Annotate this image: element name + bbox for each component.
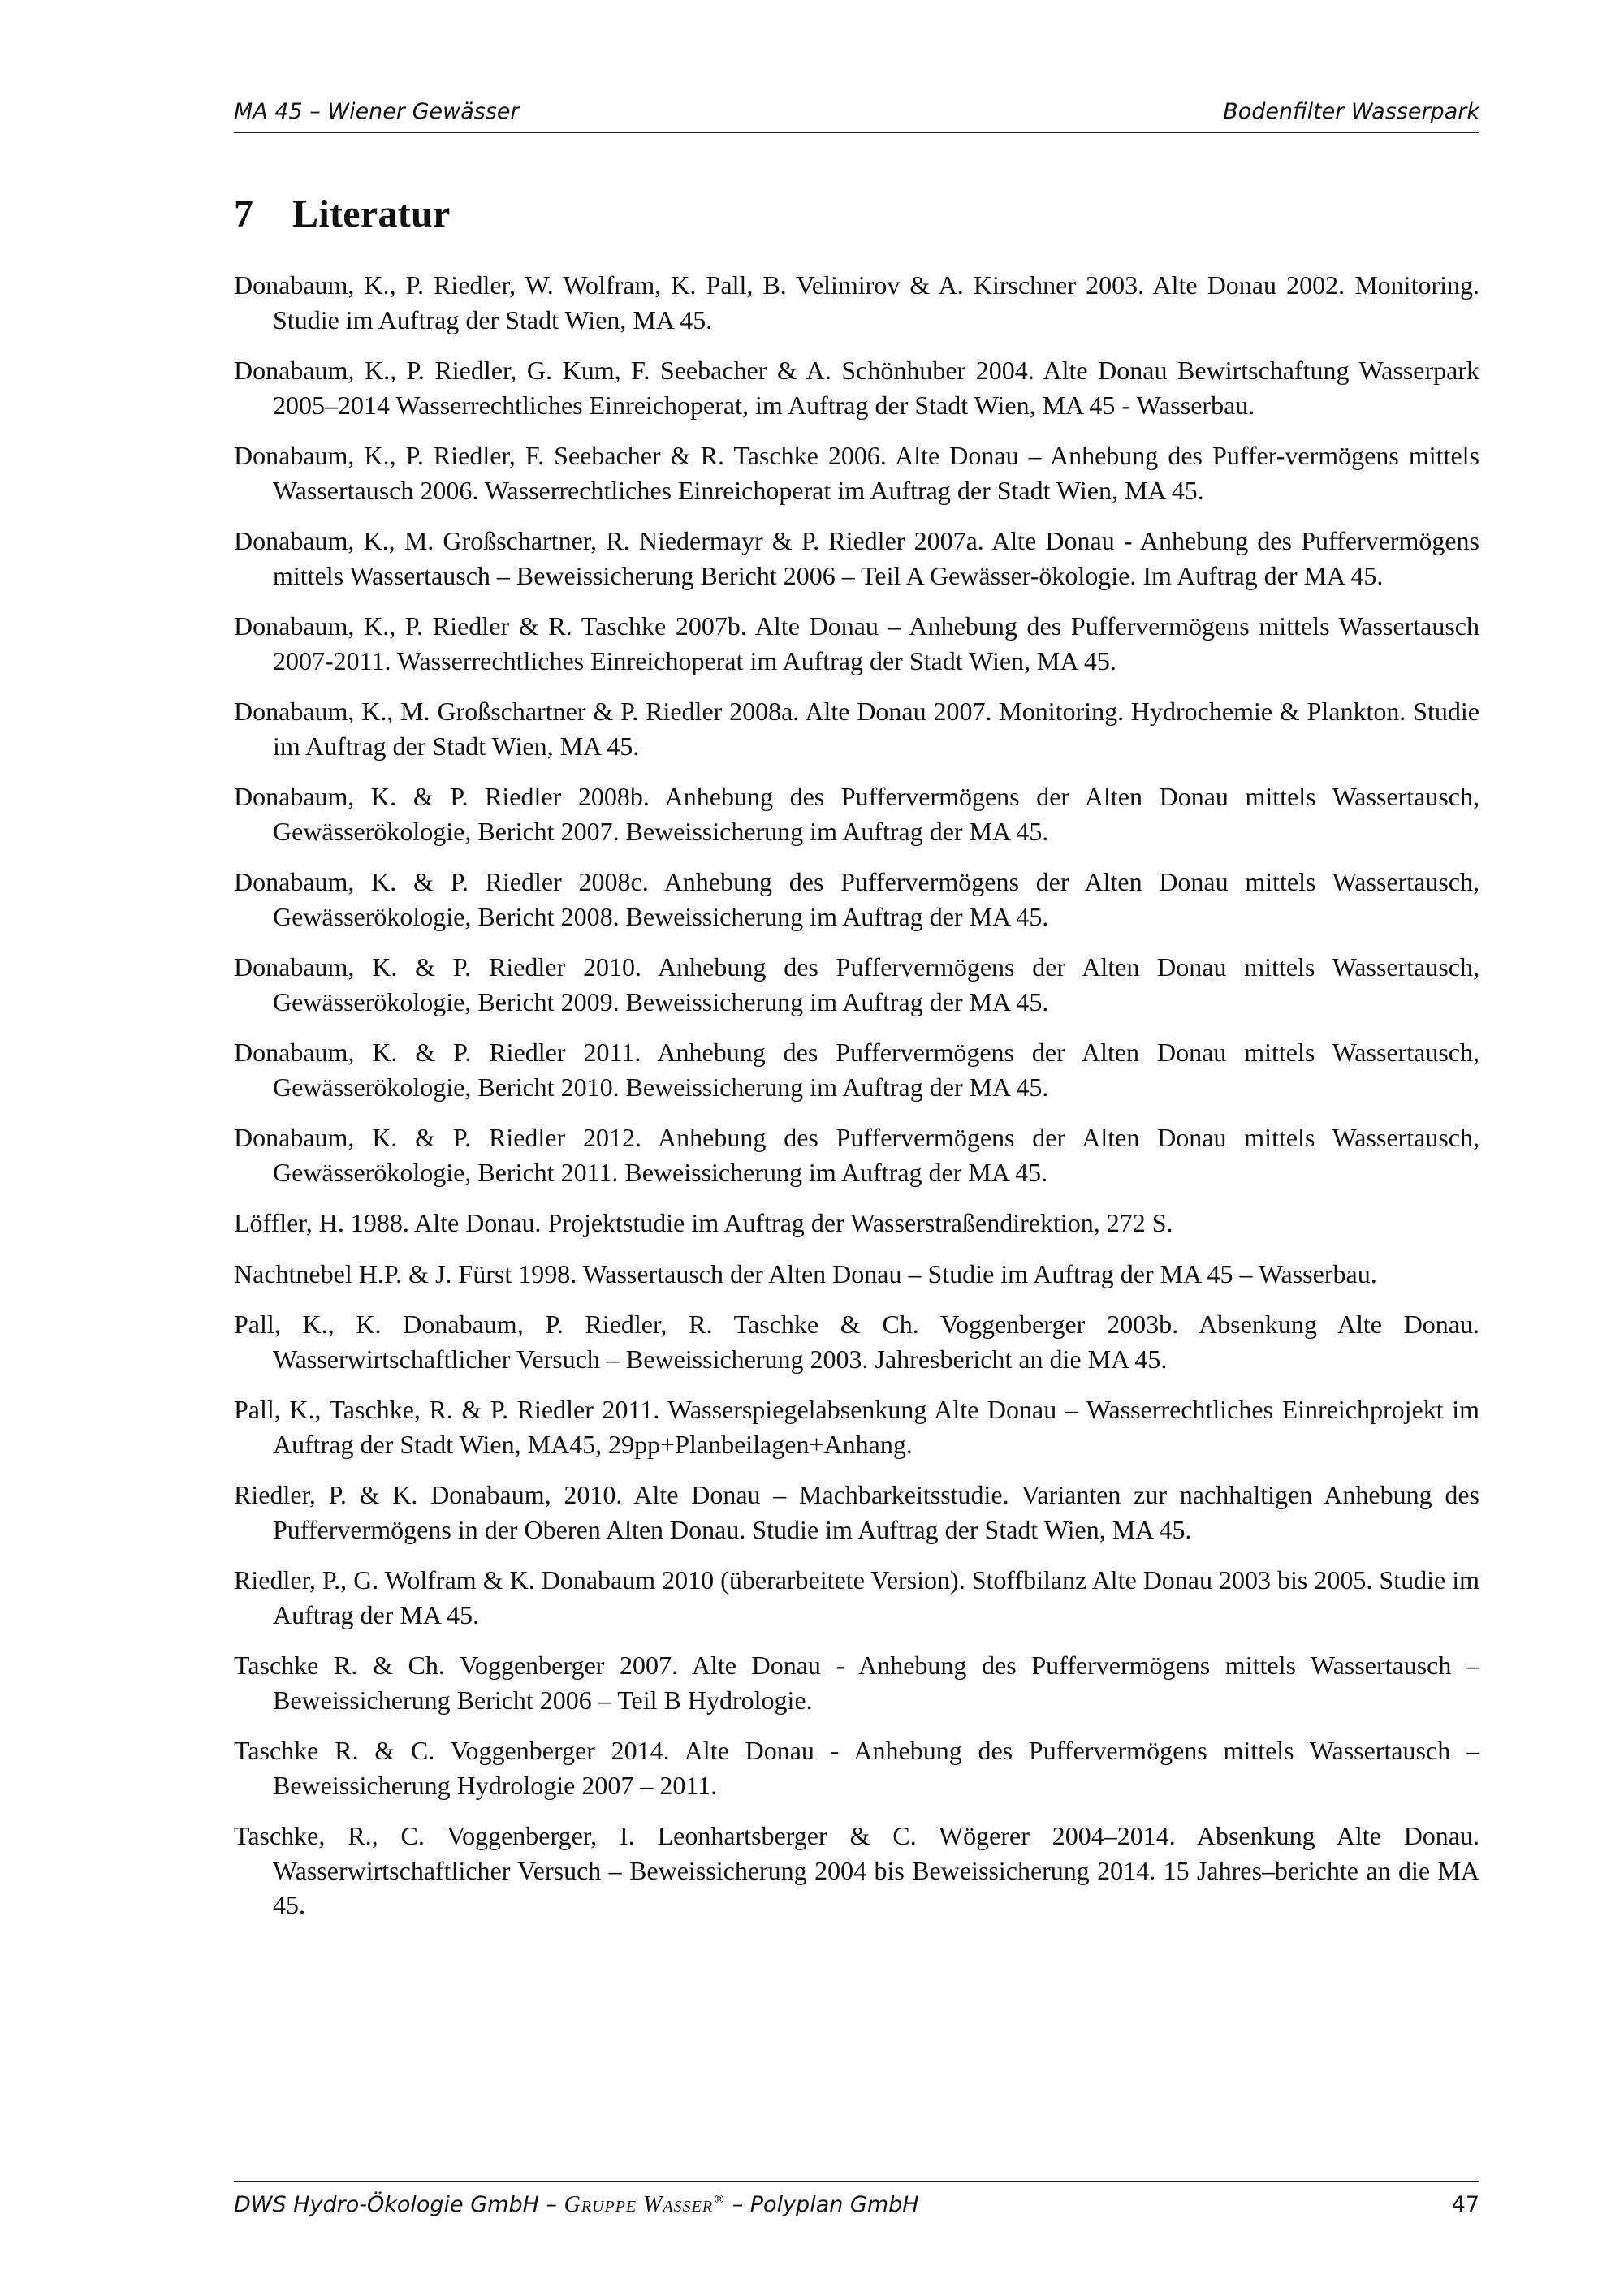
reference-item: Donabaum, K. & P. Riedler 2012. Anhebung des Puffervermögens der Alten Donau mittels Wassertausch, Gewässerökologie, Bericht 2011. Beweissicherung im Auftrag der MA 45. [234,1123,1479,1187]
reference-item: Donabaum, K. & P. Riedler 2008b. Anhebung des Puffervermögens der Alten Donau mittels Wassertausch, Gewässerökologie, Bericht 2007. Beweissicherung im Auftrag der MA 45. [234,782,1479,846]
reference-item: Donabaum, K., M. Großschartner & P. Riedler 2008a. Alte Donau 2007. Monitoring. Hydrochemie & Plankton. Studie im Auftrag der Stadt Wien, MA 45. [234,697,1479,761]
section-title-text: Literatur [292,192,451,235]
page-number: 47 [1451,2192,1479,2217]
reference-item: Taschke R. & Ch. Voggenberger 2007. Alte Donau - Anhebung des Puffervermögens mittels Wassertausch – Beweissicherung Bericht 2006 – Teil B Hydrologie. [234,1651,1479,1715]
footer-suffix: – Polyplan GmbH [725,2192,919,2217]
reference-item: Nachtnebel H.P. & J. Fürst 1998. Wassertausch der Alten Donau – Studie im Auftrag der MA 45 – Wasserbau. [234,1258,1377,1288]
reference-item: Donabaum, K., P. Riedler & R. Taschke 2007b. Alte Donau – Anhebung des Puffervermögens mittels Wassertausch 2007-2011. Wasserrechtliches Einreichoperat im Auftrag der Stadt Wien, MA 45. [234,611,1479,675]
reference-item: Donabaum, K., P. Riedler, F. Seebacher & R. Taschke 2006. Alte Donau – Anhebung des Puffer-vermögens mittels Wassertausch 2006. Wasserrechtliches Einreichoperat im Auftrag der Stadt Wien, MA 45. [234,441,1479,505]
footer-prefix: DWS Hydro-Ökologie GmbH – [234,2192,564,2217]
reference-item: Donabaum, K. & P. Riedler 2010. Anhebung des Puffervermögens der Alten Donau mittels Wassertausch, Gewässerökologie, Bericht 2009. Beweissicherung im Auftrag der MA 45. [234,952,1479,1016]
reference-item: Taschke R. & C. Voggenberger 2014. Alte Donau - Anhebung des Puffervermögens mittels Wassertausch – Beweissicherung Hydrologie 2007 – 2011. [234,1736,1479,1800]
reference-item: Taschke, R., C. Voggenberger, I. Leonhartsberger & C. Wögerer 2004–2014. Absenkung Alte Donau. Wasserwirtschaftlicher Versuch – Beweissicherung 2004 bis Beweissicherung 2014. 15 Jahres–berichte an die MA 45. [234,1821,1479,1919]
reference-item: Donabaum, K., M. Großschartner, R. Niedermayr & P. Riedler 2007a. Alte Donau - Anhebung des Puffervermögens mittels Wassertausch – Beweissicherung Bericht 2006 – Teil A Gewässer-ökologie. Im Auftrag der MA 45. [234,526,1479,590]
reference-item: Donabaum, K., P. Riedler, W. Wolfram, K. Pall, B. Velimirov & A. Kirschner 2003. Alte Donau 2002. Monitoring. Studie im Auftrag der Stadt Wien, MA 45. [234,270,1479,334]
registered-mark: ® [713,2192,726,2207]
reference-item: Pall, K., Taschke, R. & P. Riedler 2011. Wasserspiegelabsenkung Alte Donau – Wasserrechtliches Einreichprojekt im Auftrag der Stadt Wien, MA45, 29pp+Planbeilagen+Anhang. [234,1395,1479,1459]
footer-brand: Gruppe Wasser [564,2192,714,2217]
section-title [234,192,451,236]
reference-item: Riedler, P. & K. Donabaum, 2010. Alte Donau – Machbarkeitsstudie. Varianten zur nachhaltigen Anhebung des Puffervermögens in der Oberen Alten Donau. Studie im Auftrag der Stadt Wien, MA 45. [234,1480,1479,1544]
reference-item: Donabaum, K., P. Riedler, G. Kum, F. Seebacher & A. Schönhuber 2004. Alte Donau Bewirtschaftung Wasserpark 2005–2014 Wasserrechtliches Einreichoperat, im Auftrag der Stadt Wien, MA 45 - Wasserbau. [234,356,1479,420]
reference-item: Donabaum, K. & P. Riedler 2011. Anhebung des Puffervermögens der Alten Donau mittels Wassertausch, Gewässerökologie, Bericht 2010. Beweissicherung im Auftrag der MA 45. [234,1038,1479,1102]
reference-item: Pall, K., K. Donabaum, P. Riedler, R. Taschke & Ch. Voggenberger 2003b. Absenkung Alte Donau. Wasserwirtschaftlicher Versuch – Beweissicherung 2003. Jahresbericht an die MA 45. [234,1310,1479,1374]
page-header [234,97,1479,133]
reference-item: Löffler, H. 1988. Alte Donau. Projektstudie im Auftrag der Wasserstraßendirektion, 272 S. [234,1208,1173,1237]
reference-item: Riedler, P., G. Wolfram & K. Donabaum 2010 (überarbeitete Version). Stoffbilanz Alte Donau 2003 bis 2005. Studie im Auftrag der MA 45. [234,1565,1479,1629]
footer-company [234,2192,919,2218]
header-right: Bodenfilter Wasserpark [1223,99,1479,124]
reference-list [234,268,1479,1939]
reference-item: Donabaum, K. & P. Riedler 2008c. Anhebung des Puffervermögens der Alten Donau mittels Wassertausch, Gewässerökologie, Bericht 2008. Beweissicherung im Auftrag der MA 45. [234,867,1479,931]
section-number: 7 [234,192,254,235]
page-footer [234,2181,1479,2223]
header-left: MA 45 – Wiener Gewässer [234,99,520,124]
